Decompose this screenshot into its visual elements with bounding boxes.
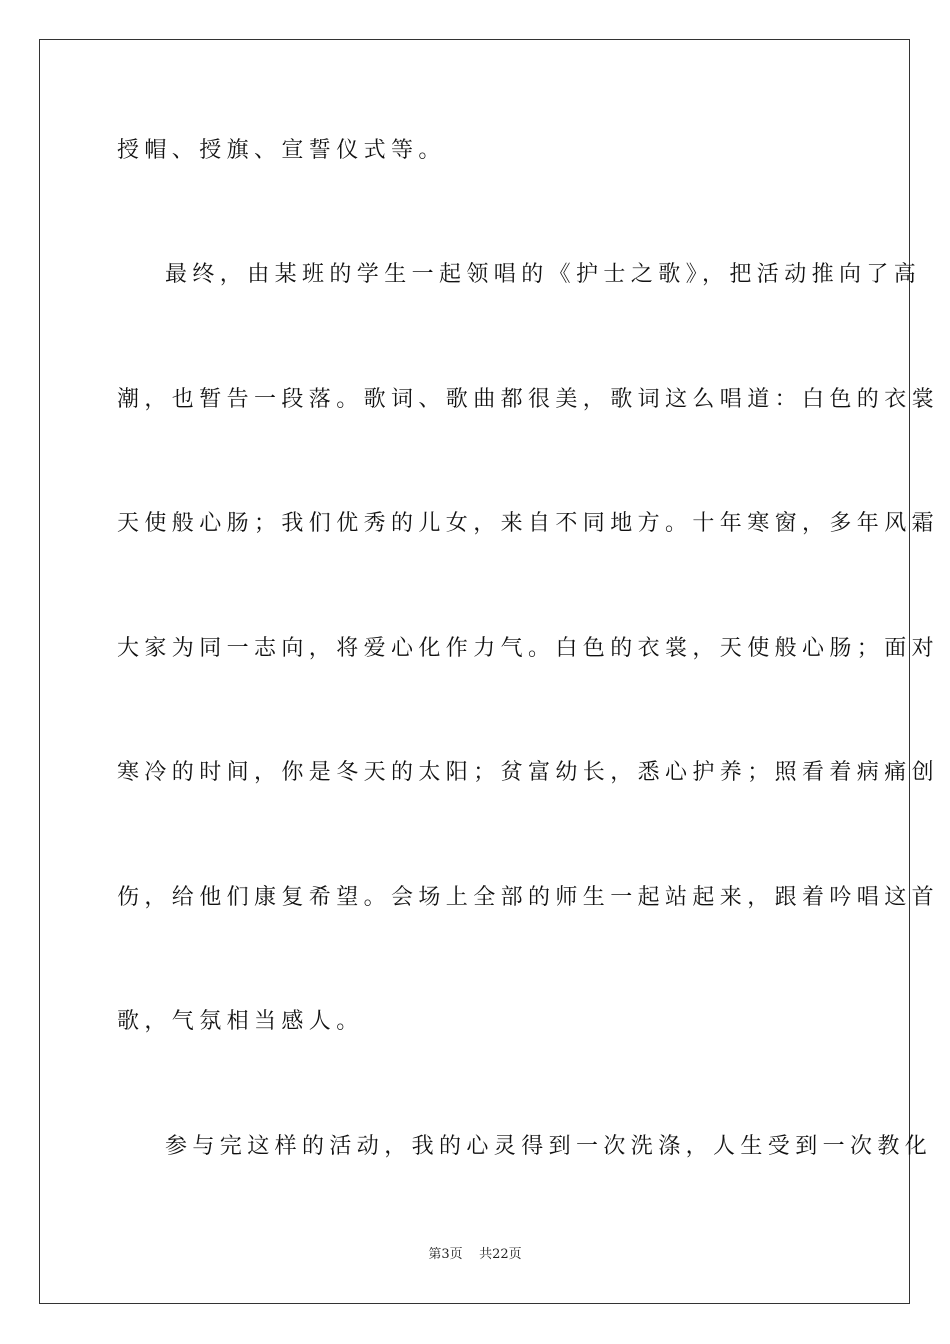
text-line: 歌，气氛相当感人。 <box>117 1009 364 1034</box>
page-border <box>39 39 940 1304</box>
paragraph-start-line: 最终，由某班的学生一起领唱的《护士之歌》，把活动推向了高 <box>165 262 922 287</box>
text-line: 天使般心肠；我们优秀的儿女，来自不同地方。十年寒窗，多年风霜 <box>117 511 940 536</box>
text-line: 潮，也暂告一段落。歌词、歌曲都很美，歌词这么唱道：白色的衣裳 <box>117 387 940 412</box>
paragraph-start-line: 参与完这样的活动，我的心灵得到一次洗涤，人生受到一次教化 <box>165 1134 933 1159</box>
page-number-footer: 第3页 共22页 <box>428 1247 522 1262</box>
text-line: 授帽、授旗、宣誓仪式等。 <box>117 138 446 163</box>
text-line: 大家为同一志向，将爱心化作力气。白色的衣裳，天使般心肠；面对 <box>117 636 940 661</box>
text-line: 伤，给他们康复希望。会场上全部的师生一起站起来，跟着吟唱这首 <box>117 885 940 910</box>
text-line: 寒冷的时间，你是冬天的太阳；贫富幼长，悉心护养；照看着病痛创 <box>117 760 940 785</box>
